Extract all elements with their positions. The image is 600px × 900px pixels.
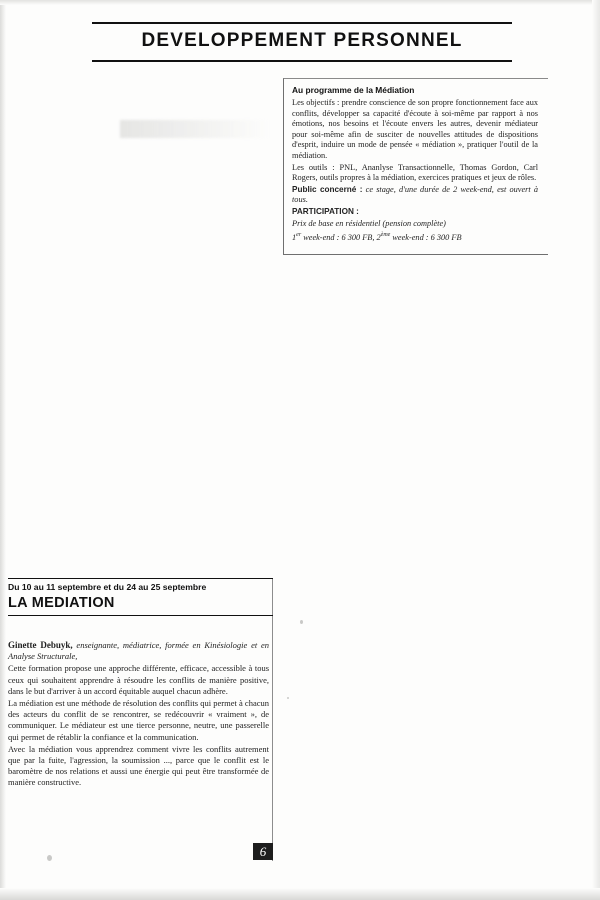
public-text: ce stage, d'une durée de 2 week-end, est ouvert à tous. xyxy=(292,184,538,205)
article-body xyxy=(8,640,273,789)
page-number: 6 xyxy=(253,843,273,860)
mediation-article xyxy=(8,578,273,790)
program-participation-label-line xyxy=(292,207,538,218)
scan-edge-left xyxy=(0,0,6,900)
program-body xyxy=(292,98,538,243)
article-author-line xyxy=(8,640,269,662)
program-price-detail xyxy=(292,230,538,243)
article-paragraph: Avec la médiation vous apprendrez comment vivre les conflits autrement que par la fuite, l'agression, la soumission ..., parce que le conflit est le baromètre de nos relations et aussi une énergie qui peut être transformée de manière constructive. xyxy=(8,743,269,788)
price-second-weekend-amount: week-end : 6 300 FB xyxy=(390,232,462,242)
article-dateline: Du 10 au 11 septembre et du 24 au 25 septembre xyxy=(8,578,273,592)
program-public-line xyxy=(292,185,538,206)
article-paragraph: La médiation est une méthode de résolution des conflits qui permet à chacun des acteurs du conflit de se rencontrer, se redécouvrir « vraiment », de communiquer. Le médiateur est une tierce personne, neutre, une passerelle qui permet de rétablir la confiance et la communication. xyxy=(8,698,269,742)
program-paragraph: Les outils : PNL, Ananlyse Transactionnelle, Thomas Gordon, Carl Rogers, outils propres à la médiation, exercices pratiques et jeux de rôles. xyxy=(292,162,538,183)
scan-artifact-ghost xyxy=(120,120,270,138)
price-first-weekend-number: 1 xyxy=(292,232,297,242)
price-ordinal-er: er xyxy=(296,232,302,239)
scan-speck xyxy=(47,855,52,861)
scan-edge-top xyxy=(0,0,600,5)
program-price-base: Prix de base en résidentiel (pension complète) xyxy=(292,218,446,228)
scan-edge-right xyxy=(592,0,600,900)
program-article xyxy=(283,78,548,255)
scan-speck xyxy=(287,697,289,699)
participation-label: PARTICIPATION : xyxy=(292,206,359,216)
scan-speck xyxy=(300,620,303,624)
public-label: Public concerné : xyxy=(292,184,363,194)
author-credentials: enseignante, médiatrice, formée en Kinésiologie et en Analyse Structurale, xyxy=(8,640,270,662)
page-header-banner xyxy=(92,22,512,62)
price-first-weekend-amount: week-end : 6 300 FB, 2 xyxy=(301,232,381,242)
scan-edge-bottom xyxy=(0,888,600,900)
author-name: Ginette Debuyk, xyxy=(8,640,73,650)
program-title: Au programme de la Médiation xyxy=(292,85,415,95)
price-ordinal-eme: ème xyxy=(380,232,391,239)
article-paragraph: Cette formation propose une approche différente, efficace, accessible à tous ceux qui souhaitent apprendre à résoudre les conflits de manière positive, dans le but d'arriver à un accord équitable auquel chacun adhère. xyxy=(8,663,269,696)
article-headline: LA MEDIATION xyxy=(8,595,273,616)
page-title: DEVELOPPEMENT PERSONNEL xyxy=(141,30,463,51)
program-paragraph: Les objectifs : prendre conscience de son propre fonctionnement face aux conflits, développer sa capacité d'écoute à soi-même par rapport à nos émotions, nos besoins et l'écoute envers les autres, devenir médiateur pour soi-même afin de susciter de nouvelles attitudes de dispositions d'esprit, induire un mode de pensée « médiation », pratiquer l'outil de la médiation. xyxy=(292,98,538,160)
